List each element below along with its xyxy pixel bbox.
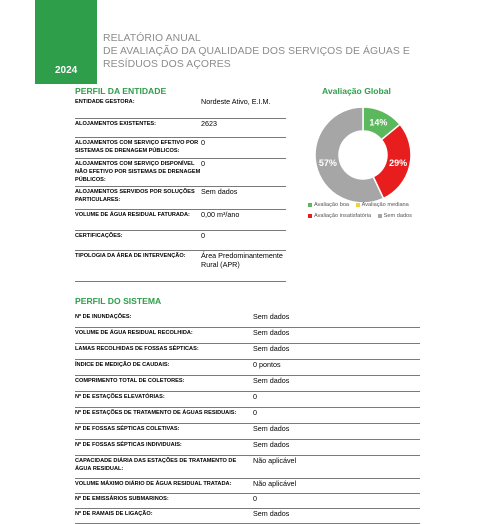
sistema-value: Não aplicável bbox=[253, 479, 297, 488]
sistema-row bbox=[75, 456, 420, 479]
entidade-row bbox=[75, 119, 286, 138]
entidade-value: Área Predominantemente Rural (APR) bbox=[201, 251, 283, 269]
sistema-label: ÍNDICE DE MEDIÇÃO DE CAUDAIS: bbox=[75, 362, 170, 368]
entidade-row bbox=[75, 159, 286, 187]
sistema-label: Nº DE EMISSÁRIOS SUBMARINOS: bbox=[75, 496, 169, 502]
entidade-value: Sem dados bbox=[201, 187, 238, 196]
sistema-label: Nº DE INUNDAÇÕES: bbox=[75, 314, 132, 320]
entidade-row bbox=[75, 97, 286, 119]
sistema-value: Sem dados bbox=[253, 376, 290, 385]
entidade-row bbox=[75, 138, 286, 159]
year-label: 2024 bbox=[55, 65, 78, 76]
entidade-label: ALOJAMENTOS EXISTENTES: bbox=[75, 121, 157, 127]
donut-label-3: 57% bbox=[318, 157, 337, 168]
report-title-line-1: RELATÓRIO ANUAL bbox=[103, 33, 201, 44]
entidade-value: 0 bbox=[201, 138, 205, 147]
legend-label-boa: Avaliação boa bbox=[314, 202, 350, 208]
sistema-value: Sem dados bbox=[253, 312, 290, 321]
entidade-label: VOLUME DE ÁGUA RESIDUAL FATURADA: bbox=[75, 212, 190, 218]
sistema-value: Sem dados bbox=[253, 424, 290, 433]
entidade-value: 2623 bbox=[201, 119, 217, 128]
sistema-label: VOLUME DE ÁGUA RESIDUAL RECOLHIDA: bbox=[75, 330, 193, 336]
report-title-line-2: DE AVALIAÇÃO DA QUALIDADE DOS SERVIÇOS DE ÁGUAS E bbox=[103, 46, 410, 57]
entidade-value: 0 bbox=[201, 159, 205, 168]
entidade-row bbox=[75, 210, 286, 231]
legend-dot-boa bbox=[308, 203, 312, 207]
entidade-table bbox=[75, 97, 286, 282]
sistema-label: CAPACIDADE DIÁRIA DAS ESTAÇÕES DE TRATAMENTO DE ÁGUA RESIDUAL: bbox=[75, 458, 237, 472]
legend-item-boa bbox=[308, 200, 349, 210]
section-title-sistema: PERFIL DO SISTEMA bbox=[75, 296, 162, 306]
entidade-label: TIPOLOGIA DA ÁREA DE INTERVENÇÃO: bbox=[75, 253, 186, 259]
entidade-label: CERTIFICAÇÕES: bbox=[75, 233, 123, 239]
sistema-row bbox=[75, 494, 420, 509]
entidade-row bbox=[75, 231, 286, 251]
legend-label-insatisfatoria: Avaliação insatisfatória bbox=[314, 213, 372, 219]
sistema-label: Nº DE ESTAÇÕES ELEVATÓRIAS: bbox=[75, 394, 165, 400]
sistema-label: Nº DE FOSSAS SÉPTICAS COLETIVAS: bbox=[75, 426, 180, 432]
sistema-label: Nº DE FOSSAS SÉPTICAS INDIVIDUAIS: bbox=[75, 442, 182, 448]
sistema-value: 0 pontos bbox=[253, 360, 281, 369]
legend-dot-mediana bbox=[356, 203, 360, 207]
entidade-label: ALOJAMENTOS COM SERVIÇO DISPONÍVEL NÃO EFETIVO POR SISTEMAS DE DRENAGEM PÚBLICOS: bbox=[75, 161, 201, 183]
legend-dot-sem-dados bbox=[378, 214, 382, 218]
section-title-entidade: PERFIL DA ENTIDADE bbox=[75, 86, 167, 96]
legend-label-sem-dados: Sem dados bbox=[383, 213, 412, 219]
sistema-value: 0 bbox=[253, 408, 257, 417]
sistema-value: Sem dados bbox=[253, 440, 290, 449]
entidade-label: ALOJAMENTOS COM SERVIÇO EFETIVO POR SISTEMAS DE DRENAGEM PÚBLICOS: bbox=[75, 140, 199, 154]
sistema-row bbox=[75, 479, 420, 494]
sistema-value: Sem dados bbox=[253, 328, 290, 337]
sistema-value: Sem dados bbox=[253, 344, 290, 353]
sistema-value: 0 bbox=[253, 392, 257, 401]
year-badge bbox=[35, 0, 97, 84]
sistema-label: COMPRIMENTO TOTAL DE COLETORES: bbox=[75, 378, 185, 384]
donut-label-0: 14% bbox=[369, 117, 388, 128]
sistema-label: Nº DE RAMAIS DE LIGAÇÃO: bbox=[75, 511, 153, 517]
sistema-row bbox=[75, 376, 420, 392]
chart-legend bbox=[308, 200, 488, 222]
legend-label-mediana: Avaliação mediana bbox=[361, 202, 409, 208]
entidade-value: Nordeste Ativo, E.I.M. bbox=[201, 97, 271, 106]
report-title-line-3: RESÍDUOS DOS AÇORES bbox=[103, 59, 231, 70]
sistema-row bbox=[75, 440, 420, 456]
report-title bbox=[103, 32, 410, 71]
legend-dot-insatisfatoria bbox=[308, 214, 312, 218]
sistema-value: Sem dados bbox=[253, 509, 290, 518]
legend-item-mediana bbox=[356, 200, 409, 210]
sistema-label: Nº DE ESTAÇÕES DE TRATAMENTO DE ÁGUAS RESIDUAIS: bbox=[75, 410, 237, 416]
sistema-row bbox=[75, 344, 420, 360]
sistema-row bbox=[75, 392, 420, 408]
entidade-label: ALOJAMENTOS SERVIDOS POR SOLUÇÕES PARTICULARES: bbox=[75, 189, 195, 203]
sistema-label: LAMAS RECOLHIDAS DE FOSSAS SÉPTICAS: bbox=[75, 346, 199, 352]
sistema-row bbox=[75, 312, 420, 328]
sistema-row bbox=[75, 424, 420, 440]
sistema-value: Não aplicável bbox=[253, 456, 297, 465]
sistema-row bbox=[75, 408, 420, 424]
donut-label-2: 29% bbox=[389, 157, 408, 168]
sistema-table bbox=[75, 312, 420, 524]
sistema-value: 0 bbox=[253, 494, 257, 503]
entidade-row bbox=[75, 187, 286, 210]
avaliacao-donut-chart bbox=[308, 100, 418, 210]
entidade-row bbox=[75, 251, 286, 282]
sistema-label: VOLUME MÁXIMO DIÁRIO DE ÁGUA RESIDUAL TRATADA: bbox=[75, 481, 232, 487]
legend-item-insatisfatoria bbox=[308, 211, 371, 221]
sistema-row bbox=[75, 360, 420, 376]
avaliacao-global-title: Avaliação Global bbox=[322, 86, 391, 96]
entidade-value: 0,00 m³/ano bbox=[201, 210, 240, 219]
entidade-label: ENTIDADE GESTORA: bbox=[75, 99, 135, 105]
sistema-row bbox=[75, 328, 420, 344]
sistema-row bbox=[75, 509, 420, 524]
entidade-value: 0 bbox=[201, 231, 205, 240]
legend-item-sem-dados bbox=[378, 211, 412, 221]
